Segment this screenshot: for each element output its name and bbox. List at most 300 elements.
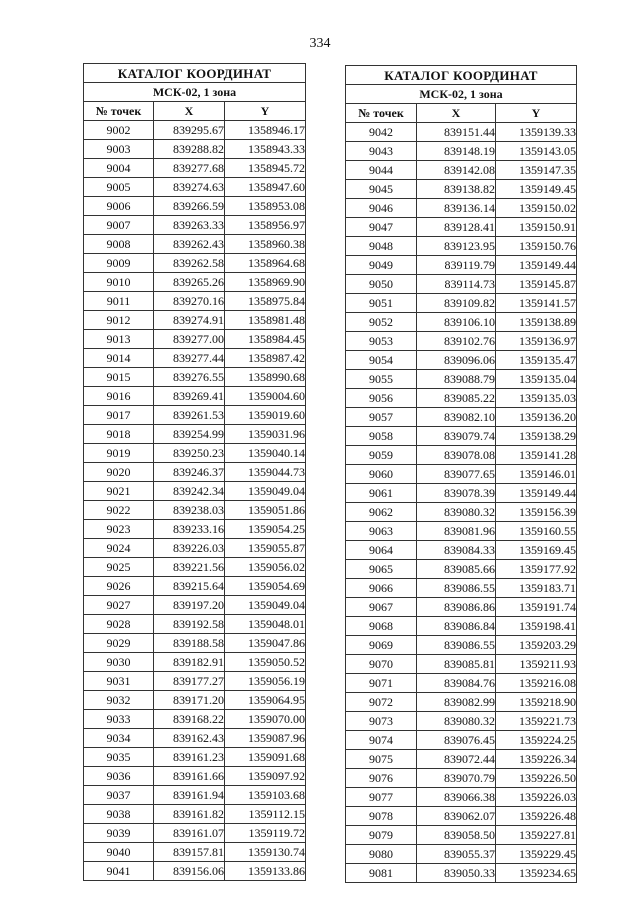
- table-row: [84, 368, 306, 387]
- y-coordinate-cell: 1359133.86: [225, 862, 306, 881]
- catalog-title: КАТАЛОГ КООРДИНАТ: [84, 64, 306, 83]
- y-coordinate-cell: 1359048.01: [225, 615, 306, 634]
- point-number-cell: 9020: [84, 463, 154, 482]
- x-coordinate-cell: 839277.00: [154, 330, 225, 349]
- table-row: [84, 615, 306, 634]
- table-row: [84, 140, 306, 159]
- point-number-cell: 9055: [346, 370, 417, 389]
- point-number-cell: 9036: [84, 767, 154, 786]
- point-number-cell: 9010: [84, 273, 154, 292]
- y-coordinate-cell: 1359156.39: [496, 503, 577, 522]
- x-coordinate-cell: 839177.27: [154, 672, 225, 691]
- x-coordinate-cell: 839197.20: [154, 596, 225, 615]
- y-coordinate-cell: 1359177.92: [496, 560, 577, 579]
- x-header: X: [417, 104, 496, 123]
- x-coordinate-cell: 839250.23: [154, 444, 225, 463]
- point-number-header: № точек: [84, 102, 154, 121]
- table-row: [346, 617, 577, 636]
- table-row: [84, 121, 306, 140]
- y-coordinate-cell: 1359056.19: [225, 672, 306, 691]
- table-row: [84, 596, 306, 615]
- y-coordinate-cell: 1359145.87: [496, 275, 577, 294]
- y-coordinate-cell: 1359150.91: [496, 218, 577, 237]
- x-coordinate-cell: 839168.22: [154, 710, 225, 729]
- x-coordinate-cell: 839151.44: [417, 123, 496, 142]
- table-row: [346, 446, 577, 465]
- x-coordinate-cell: 839086.84: [417, 617, 496, 636]
- y-coordinate-cell: 1359054.25: [225, 520, 306, 539]
- x-coordinate-cell: 839162.43: [154, 729, 225, 748]
- x-coordinate-cell: 839157.81: [154, 843, 225, 862]
- point-number-cell: 9051: [346, 294, 417, 313]
- x-coordinate-cell: 839277.68: [154, 159, 225, 178]
- x-coordinate-cell: 839079.74: [417, 427, 496, 446]
- page-number: 334: [309, 36, 331, 51]
- x-coordinate-cell: 839295.67: [154, 121, 225, 140]
- table-row: [346, 522, 577, 541]
- table-row: [346, 427, 577, 446]
- x-coordinate-cell: 839050.33: [417, 864, 496, 883]
- y-coordinate-cell: 1358987.42: [225, 349, 306, 368]
- y-coordinate-cell: 1359146.01: [496, 465, 577, 484]
- y-header: Y: [496, 104, 577, 123]
- point-number-cell: 9011: [84, 292, 154, 311]
- point-number-cell: 9016: [84, 387, 154, 406]
- y-coordinate-cell: 1359229.45: [496, 845, 577, 864]
- point-number-cell: 9015: [84, 368, 154, 387]
- table-row: [84, 254, 306, 273]
- y-coordinate-cell: 1358953.08: [225, 197, 306, 216]
- point-number-cell: 9005: [84, 178, 154, 197]
- x-coordinate-cell: 839270.16: [154, 292, 225, 311]
- table-row: [84, 501, 306, 520]
- y-coordinate-cell: 1359135.03: [496, 389, 577, 408]
- point-number-cell: 9041: [84, 862, 154, 881]
- point-number-cell: 9065: [346, 560, 417, 579]
- x-coordinate-cell: 839062.07: [417, 807, 496, 826]
- table-row: [346, 674, 577, 693]
- table-row: [346, 142, 577, 161]
- coordinate-catalog-table-right: [345, 65, 577, 883]
- table-row: [346, 826, 577, 845]
- point-number-cell: 9009: [84, 254, 154, 273]
- point-number-cell: 9070: [346, 655, 417, 674]
- table-row: [84, 311, 306, 330]
- point-number-cell: 9017: [84, 406, 154, 425]
- coordinate-system-zone: МСК-02, 1 зона: [346, 85, 577, 104]
- x-coordinate-cell: 839088.79: [417, 370, 496, 389]
- x-coordinate-cell: 839246.37: [154, 463, 225, 482]
- table-row: [84, 178, 306, 197]
- x-coordinate-cell: 839262.43: [154, 235, 225, 254]
- table-row: [346, 161, 577, 180]
- x-coordinate-cell: 839128.41: [417, 218, 496, 237]
- y-coordinate-cell: 1359191.74: [496, 598, 577, 617]
- table-row: [346, 769, 577, 788]
- table-row: [84, 197, 306, 216]
- table-row: [346, 560, 577, 579]
- table-row: [346, 579, 577, 598]
- point-number-cell: 9035: [84, 748, 154, 767]
- point-number-cell: 9079: [346, 826, 417, 845]
- y-coordinate-cell: 1359169.45: [496, 541, 577, 560]
- y-coordinate-cell: 1359143.05: [496, 142, 577, 161]
- point-number-cell: 9067: [346, 598, 417, 617]
- table-row: [84, 330, 306, 349]
- point-number-cell: 9018: [84, 425, 154, 444]
- point-number-cell: 9071: [346, 674, 417, 693]
- x-coordinate-cell: 839076.45: [417, 731, 496, 750]
- table-row: [84, 539, 306, 558]
- table-row: [346, 788, 577, 807]
- x-coordinate-cell: 839161.82: [154, 805, 225, 824]
- point-number-cell: 9080: [346, 845, 417, 864]
- x-coordinate-cell: 839242.34: [154, 482, 225, 501]
- point-number-cell: 9073: [346, 712, 417, 731]
- x-coordinate-cell: 839080.32: [417, 503, 496, 522]
- y-coordinate-cell: 1358964.68: [225, 254, 306, 273]
- x-coordinate-cell: 839263.33: [154, 216, 225, 235]
- table-row: [346, 199, 577, 218]
- table-row: [346, 503, 577, 522]
- table-row: [84, 672, 306, 691]
- y-coordinate-cell: 1358984.45: [225, 330, 306, 349]
- x-coordinate-cell: 839085.81: [417, 655, 496, 674]
- point-number-cell: 9025: [84, 558, 154, 577]
- x-header: X: [154, 102, 225, 121]
- x-coordinate-cell: 839161.07: [154, 824, 225, 843]
- y-coordinate-cell: 1359149.45: [496, 180, 577, 199]
- table-row: [84, 767, 306, 786]
- table-row: [346, 541, 577, 560]
- y-coordinate-cell: 1359227.81: [496, 826, 577, 845]
- y-coordinate-cell: 1359160.55: [496, 522, 577, 541]
- point-number-cell: 9042: [346, 123, 417, 142]
- y-coordinate-cell: 1359203.29: [496, 636, 577, 655]
- x-coordinate-cell: 839072.44: [417, 750, 496, 769]
- point-number-cell: 9076: [346, 769, 417, 788]
- x-coordinate-cell: 839080.32: [417, 712, 496, 731]
- x-coordinate-cell: 839148.19: [417, 142, 496, 161]
- x-coordinate-cell: 839086.55: [417, 636, 496, 655]
- table-row: [346, 294, 577, 313]
- x-coordinate-cell: 839221.56: [154, 558, 225, 577]
- y-coordinate-cell: 1359064.95: [225, 691, 306, 710]
- y-coordinate-cell: 1359141.28: [496, 446, 577, 465]
- x-coordinate-cell: 839161.66: [154, 767, 225, 786]
- table-row: [84, 710, 306, 729]
- coordinate-catalog-table-left: [83, 63, 306, 881]
- y-coordinate-cell: 1359226.50: [496, 769, 577, 788]
- point-number-cell: 9068: [346, 617, 417, 636]
- point-number-cell: 9059: [346, 446, 417, 465]
- y-coordinate-cell: 1358960.38: [225, 235, 306, 254]
- x-coordinate-cell: 839182.91: [154, 653, 225, 672]
- point-number-cell: 9045: [346, 180, 417, 199]
- table-row: [84, 406, 306, 425]
- x-coordinate-cell: 839266.59: [154, 197, 225, 216]
- point-number-cell: 9069: [346, 636, 417, 655]
- table-row: [346, 750, 577, 769]
- x-coordinate-cell: 839078.08: [417, 446, 496, 465]
- x-coordinate-cell: 839086.55: [417, 579, 496, 598]
- y-coordinate-cell: 1359221.73: [496, 712, 577, 731]
- y-coordinate-cell: 1359150.02: [496, 199, 577, 218]
- point-number-cell: 9062: [346, 503, 417, 522]
- table-row: [346, 864, 577, 883]
- x-coordinate-cell: 839106.10: [417, 313, 496, 332]
- table-row: [346, 237, 577, 256]
- y-coordinate-cell: 1359112.15: [225, 805, 306, 824]
- x-coordinate-cell: 839066.38: [417, 788, 496, 807]
- y-coordinate-cell: 1358969.90: [225, 273, 306, 292]
- x-coordinate-cell: 839119.79: [417, 256, 496, 275]
- y-coordinate-cell: 1359135.04: [496, 370, 577, 389]
- table-row: [84, 482, 306, 501]
- point-number-cell: 9028: [84, 615, 154, 634]
- x-coordinate-cell: 839085.22: [417, 389, 496, 408]
- x-coordinate-cell: 839254.99: [154, 425, 225, 444]
- table-row: [346, 807, 577, 826]
- y-coordinate-cell: 1359150.76: [496, 237, 577, 256]
- x-coordinate-cell: 839161.23: [154, 748, 225, 767]
- point-number-cell: 9063: [346, 522, 417, 541]
- table-row: [84, 216, 306, 235]
- table-row: [84, 786, 306, 805]
- point-number-cell: 9007: [84, 216, 154, 235]
- table-row: [84, 824, 306, 843]
- point-number-cell: 9040: [84, 843, 154, 862]
- table-row: [84, 843, 306, 862]
- y-coordinate-cell: 1359226.03: [496, 788, 577, 807]
- point-number-cell: 9078: [346, 807, 417, 826]
- y-coordinate-cell: 1358947.60: [225, 178, 306, 197]
- x-coordinate-cell: 839086.86: [417, 598, 496, 617]
- y-coordinate-cell: 1359070.00: [225, 710, 306, 729]
- x-coordinate-cell: 839192.58: [154, 615, 225, 634]
- table-row: [346, 408, 577, 427]
- x-coordinate-cell: 839114.73: [417, 275, 496, 294]
- x-coordinate-cell: 839269.41: [154, 387, 225, 406]
- y-coordinate-cell: 1358981.48: [225, 311, 306, 330]
- point-number-cell: 9049: [346, 256, 417, 275]
- x-coordinate-cell: 839215.64: [154, 577, 225, 596]
- x-coordinate-cell: 839082.10: [417, 408, 496, 427]
- x-coordinate-cell: 839274.91: [154, 311, 225, 330]
- point-number-cell: 9077: [346, 788, 417, 807]
- point-number-cell: 9053: [346, 332, 417, 351]
- point-number-cell: 9004: [84, 159, 154, 178]
- x-coordinate-cell: 839138.82: [417, 180, 496, 199]
- point-number-cell: 9043: [346, 142, 417, 161]
- x-coordinate-cell: 839233.16: [154, 520, 225, 539]
- point-number-cell: 9029: [84, 634, 154, 653]
- x-coordinate-cell: 839142.08: [417, 161, 496, 180]
- table-row: [84, 577, 306, 596]
- y-coordinate-cell: 1359054.69: [225, 577, 306, 596]
- x-coordinate-cell: 839109.82: [417, 294, 496, 313]
- y-coordinate-cell: 1358990.68: [225, 368, 306, 387]
- y-coordinate-cell: 1359087.96: [225, 729, 306, 748]
- y-coordinate-cell: 1359049.04: [225, 596, 306, 615]
- x-coordinate-cell: 839082.99: [417, 693, 496, 712]
- point-number-cell: 9034: [84, 729, 154, 748]
- y-coordinate-cell: 1359224.25: [496, 731, 577, 750]
- table-row: [84, 444, 306, 463]
- y-coordinate-cell: 1358946.17: [225, 121, 306, 140]
- y-coordinate-cell: 1359183.71: [496, 579, 577, 598]
- table-row: [84, 349, 306, 368]
- point-number-cell: 9022: [84, 501, 154, 520]
- x-coordinate-cell: 839081.96: [417, 522, 496, 541]
- y-coordinate-cell: 1359019.60: [225, 406, 306, 425]
- point-number-cell: 9030: [84, 653, 154, 672]
- point-number-cell: 9048: [346, 237, 417, 256]
- table-row: [346, 313, 577, 332]
- y-coordinate-cell: 1359149.44: [496, 484, 577, 503]
- table-row: [84, 159, 306, 178]
- table-row: [346, 598, 577, 617]
- table-row: [346, 256, 577, 275]
- x-coordinate-cell: 839274.63: [154, 178, 225, 197]
- point-number-cell: 9052: [346, 313, 417, 332]
- y-coordinate-cell: 1358956.97: [225, 216, 306, 235]
- y-coordinate-cell: 1359226.48: [496, 807, 577, 826]
- point-number-cell: 9044: [346, 161, 417, 180]
- y-coordinate-cell: 1359218.90: [496, 693, 577, 712]
- table-row: [84, 273, 306, 292]
- point-number-cell: 9013: [84, 330, 154, 349]
- point-number-cell: 9021: [84, 482, 154, 501]
- y-coordinate-cell: 1359055.87: [225, 539, 306, 558]
- y-coordinate-cell: 1359136.97: [496, 332, 577, 351]
- table-row: [346, 332, 577, 351]
- x-coordinate-cell: 839277.44: [154, 349, 225, 368]
- point-number-cell: 9002: [84, 121, 154, 140]
- table-row: [84, 558, 306, 577]
- point-number-cell: 9014: [84, 349, 154, 368]
- y-coordinate-cell: 1359051.86: [225, 501, 306, 520]
- y-coordinate-cell: 1359103.68: [225, 786, 306, 805]
- y-coordinate-cell: 1359056.02: [225, 558, 306, 577]
- x-coordinate-cell: 839156.06: [154, 862, 225, 881]
- y-coordinate-cell: 1359136.20: [496, 408, 577, 427]
- point-number-cell: 9032: [84, 691, 154, 710]
- x-coordinate-cell: 839265.26: [154, 273, 225, 292]
- x-coordinate-cell: 839058.50: [417, 826, 496, 845]
- point-number-cell: 9081: [346, 864, 417, 883]
- x-coordinate-cell: 839238.03: [154, 501, 225, 520]
- x-coordinate-cell: 839102.76: [417, 332, 496, 351]
- y-coordinate-cell: 1359138.89: [496, 313, 577, 332]
- x-coordinate-cell: 839136.14: [417, 199, 496, 218]
- table-row: [84, 634, 306, 653]
- y-coordinate-cell: 1358943.33: [225, 140, 306, 159]
- x-coordinate-cell: 839085.66: [417, 560, 496, 579]
- y-coordinate-cell: 1359044.73: [225, 463, 306, 482]
- point-number-cell: 9037: [84, 786, 154, 805]
- table-row: [346, 465, 577, 484]
- point-number-cell: 9075: [346, 750, 417, 769]
- x-coordinate-cell: 839055.37: [417, 845, 496, 864]
- y-coordinate-cell: 1359234.65: [496, 864, 577, 883]
- x-coordinate-cell: 839171.20: [154, 691, 225, 710]
- table-row: [84, 862, 306, 881]
- x-coordinate-cell: 839070.79: [417, 769, 496, 788]
- point-number-cell: 9058: [346, 427, 417, 446]
- y-coordinate-cell: 1359147.35: [496, 161, 577, 180]
- table-row: [346, 712, 577, 731]
- x-coordinate-cell: 839188.58: [154, 634, 225, 653]
- x-coordinate-cell: 839262.58: [154, 254, 225, 273]
- point-number-cell: 9064: [346, 541, 417, 560]
- header-row: [346, 104, 577, 123]
- table-row: [346, 389, 577, 408]
- title-row: [84, 64, 306, 83]
- x-coordinate-cell: 839123.95: [417, 237, 496, 256]
- table-row: [346, 351, 577, 370]
- y-coordinate-cell: 1359091.68: [225, 748, 306, 767]
- x-coordinate-cell: 839288.82: [154, 140, 225, 159]
- table-row: [346, 845, 577, 864]
- table-row: [84, 292, 306, 311]
- point-number-cell: 9033: [84, 710, 154, 729]
- point-number-cell: 9012: [84, 311, 154, 330]
- catalog-title: КАТАЛОГ КООРДИНАТ: [346, 66, 577, 85]
- y-coordinate-cell: 1359211.93: [496, 655, 577, 674]
- table-row: [346, 180, 577, 199]
- title-row: [346, 66, 577, 85]
- table-row: [346, 693, 577, 712]
- y-coordinate-cell: 1359130.74: [225, 843, 306, 862]
- x-coordinate-cell: 839096.06: [417, 351, 496, 370]
- zone-row: [84, 83, 306, 102]
- y-coordinate-cell: 1359040.14: [225, 444, 306, 463]
- x-coordinate-cell: 839077.65: [417, 465, 496, 484]
- table-row: [346, 218, 577, 237]
- y-coordinate-cell: 1359047.86: [225, 634, 306, 653]
- zone-row: [346, 85, 577, 104]
- point-number-cell: 9039: [84, 824, 154, 843]
- table-row: [84, 748, 306, 767]
- point-number-cell: 9047: [346, 218, 417, 237]
- table-row: [84, 235, 306, 254]
- point-number-cell: 9023: [84, 520, 154, 539]
- point-number-cell: 9072: [346, 693, 417, 712]
- table-row: [346, 731, 577, 750]
- point-number-cell: 9074: [346, 731, 417, 750]
- table-row: [84, 463, 306, 482]
- point-number-cell: 9054: [346, 351, 417, 370]
- table-row: [84, 653, 306, 672]
- point-number-cell: 9046: [346, 199, 417, 218]
- y-coordinate-cell: 1359139.33: [496, 123, 577, 142]
- table-row: [84, 387, 306, 406]
- point-number-cell: 9050: [346, 275, 417, 294]
- x-coordinate-cell: 839084.76: [417, 674, 496, 693]
- y-coordinate-cell: 1359135.47: [496, 351, 577, 370]
- y-coordinate-cell: 1358975.84: [225, 292, 306, 311]
- table-row: [346, 484, 577, 503]
- y-header: Y: [225, 102, 306, 121]
- table-row: [84, 805, 306, 824]
- point-number-cell: 9057: [346, 408, 417, 427]
- table-row: [346, 655, 577, 674]
- point-number-cell: 9060: [346, 465, 417, 484]
- point-number-cell: 9061: [346, 484, 417, 503]
- y-coordinate-cell: 1359198.41: [496, 617, 577, 636]
- table-row: [346, 275, 577, 294]
